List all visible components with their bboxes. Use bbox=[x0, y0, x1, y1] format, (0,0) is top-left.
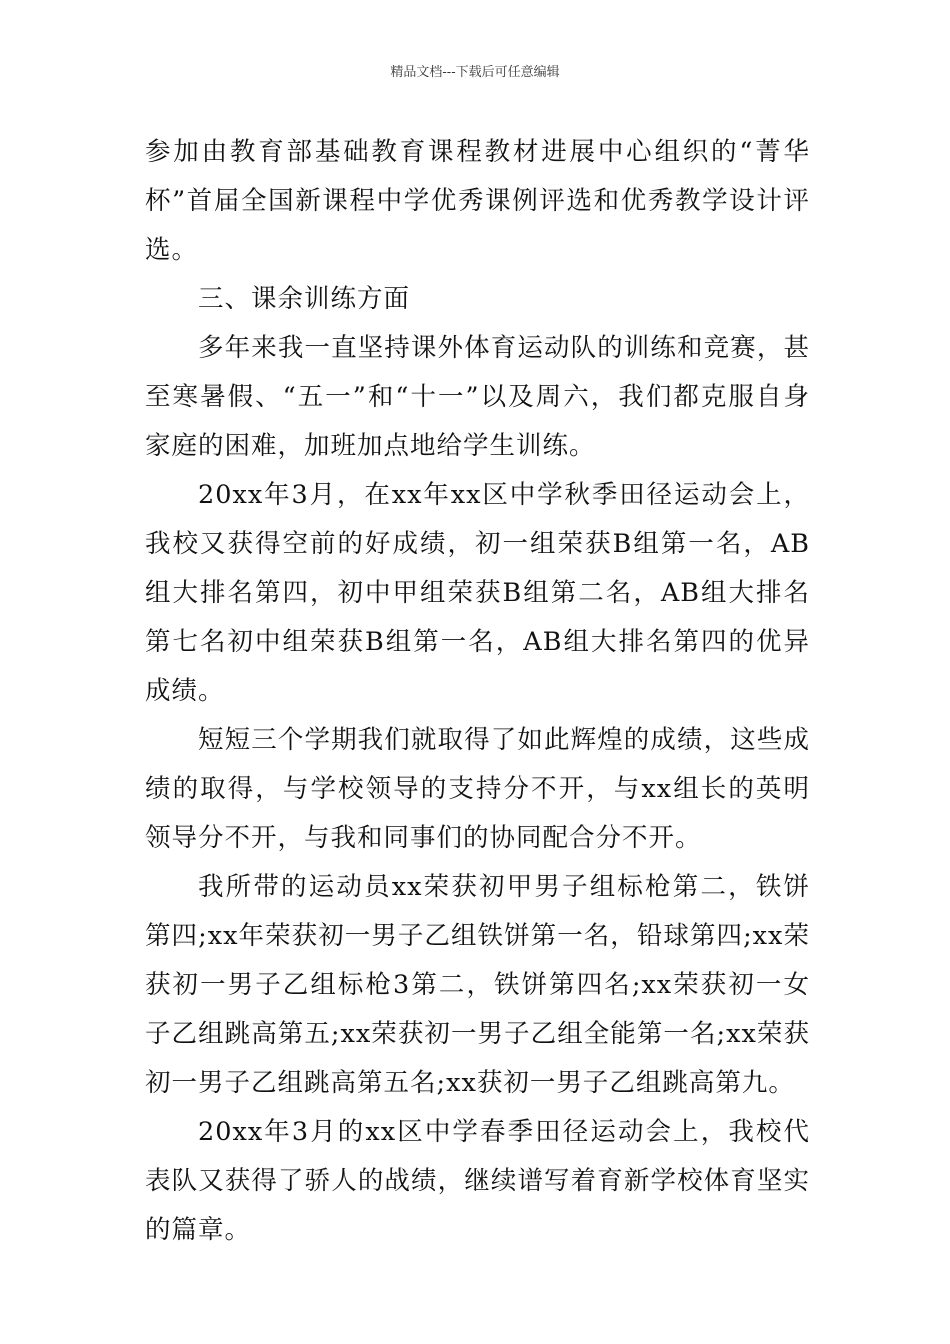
section-heading: 三、课余训练方面 bbox=[198, 284, 411, 314]
paragraph-5: 我所带的运动员xx荣获初甲男子组标枪第二，铁饼第四;xx年荣获初一男子乙组铁饼第一名，铅球第四;xx荣获初一男子乙组标枪3第二，铁饼第四名;xx荣获初一女子乙组跳高第五;xx荣获初一男子乙组全能第一名;xx荣获初一男子乙组跳高第五名;xx获初一男子乙组跳高第九。 bbox=[145, 872, 810, 1098]
paragraph-2: 多年来我一直坚持课外体育运动队的训练和竞赛，甚至寒暑假、“五一”和“十一”以及周六，我们都克服自身家庭的困难，加班加点地给学生训练。 bbox=[145, 333, 810, 461]
paragraph-6: 20xx年3月的xx区中学春季田径运动会上，我校代表队又获得了骄人的战绩，继续谱写着育新学校体育坚实的篇章。 bbox=[145, 1117, 810, 1245]
paragraph-4: 短短三个学期我们就取得了如此辉煌的成绩，这些成绩的取得，与学校领导的支持分不开，与xx组长的英明领导分不开，与我和同事们的协同配合分不开。 bbox=[145, 725, 810, 853]
page-header: 精品文档---下载后可任意编辑 bbox=[390, 65, 560, 80]
paragraph-3: 20xx年3月，在xx年xx区中学秋季田径运动会上，我校又获得空前的好成绩，初一组荣获B组第一名，AB组大排名第四，初中甲组荣获B组第二名，AB组大排名第七名初中组荣获B组第一名，AB组大排名第四的优异成绩。 bbox=[145, 480, 810, 706]
paragraph-1: 参加由教育部基础教育课程教材进展中心组织的“菁华杯”首届全国新课程中学优秀课例评选和优秀教学设计评选。 bbox=[145, 137, 810, 265]
document-body bbox=[145, 128, 810, 1255]
